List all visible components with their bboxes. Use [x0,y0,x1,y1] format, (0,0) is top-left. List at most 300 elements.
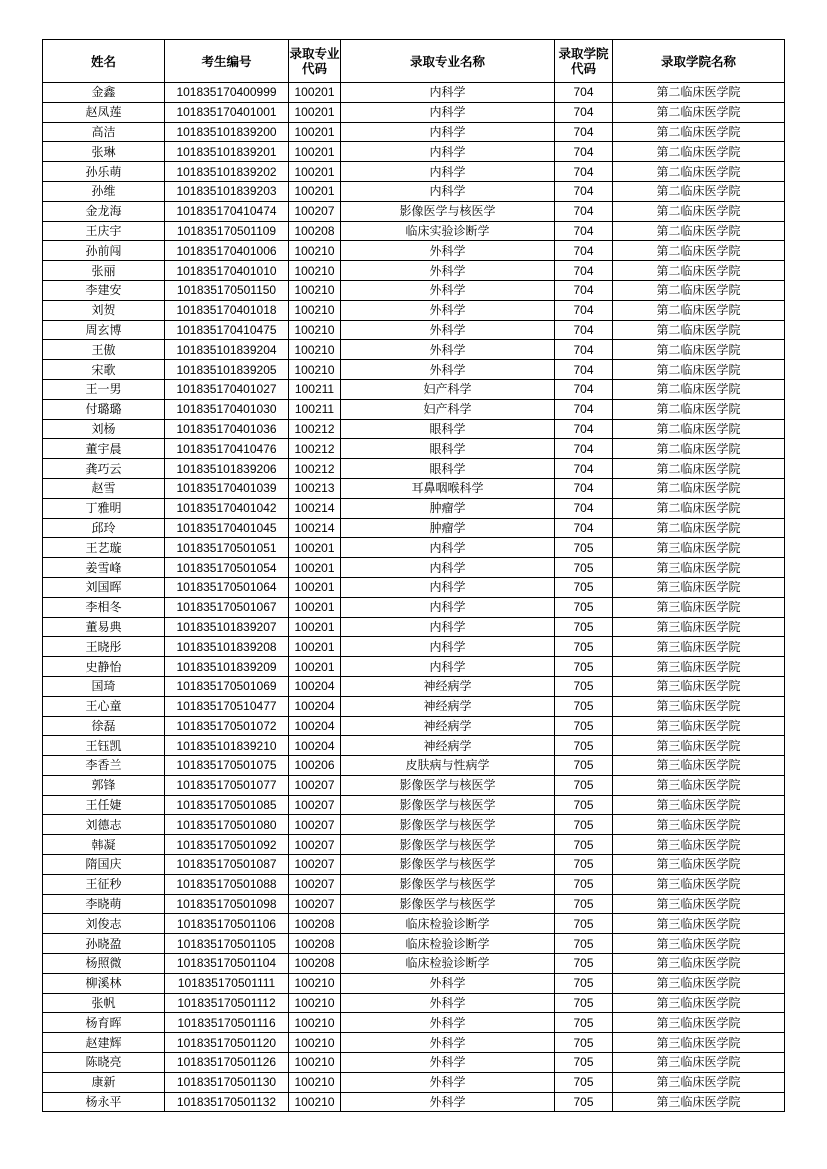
cell-name: 刘国晖 [43,577,165,597]
cell-major-name: 内科学 [341,558,555,578]
cell-major-code: 100201 [289,617,341,637]
cell-name: 孙前闯 [43,241,165,261]
table-row [43,657,785,677]
table-row [43,914,785,934]
cell-name: 王庆宇 [43,221,165,241]
cell-college-name: 第三临床医学院 [613,954,785,974]
cell-name: 赵建辉 [43,1033,165,1053]
cell-major-name: 内科学 [341,102,555,122]
cell-college-name: 第三临床医学院 [613,835,785,855]
cell-major-code: 100212 [289,459,341,479]
cell-major-name: 临床实验诊断学 [341,221,555,241]
cell-college-name: 第二临床医学院 [613,241,785,261]
cell-college-name: 第二临床医学院 [613,419,785,439]
cell-name: 丁雅明 [43,498,165,518]
cell-name: 董宇晨 [43,439,165,459]
cell-name: 康新 [43,1072,165,1092]
table-body [43,83,785,1112]
table-row [43,162,785,182]
cell-college-name: 第二临床医学院 [613,320,785,340]
cell-major-code: 100212 [289,439,341,459]
cell-exam-id: 101835170401042 [165,498,289,518]
cell-major-name: 外科学 [341,320,555,340]
cell-major-name: 内科学 [341,657,555,677]
table-row [43,716,785,736]
cell-college-code: 705 [555,736,613,756]
cell-major-code: 100210 [289,1033,341,1053]
cell-major-code: 100201 [289,577,341,597]
cell-college-name: 第二临床医学院 [613,360,785,380]
table-row [43,261,785,281]
table-row [43,835,785,855]
cell-major-code: 100210 [289,280,341,300]
cell-major-name: 内科学 [341,122,555,142]
cell-major-code: 100210 [289,300,341,320]
cell-college-code: 704 [555,162,613,182]
cell-exam-id: 101835170401045 [165,518,289,538]
table-row [43,518,785,538]
cell-major-name: 影像医学与核医学 [341,855,555,875]
cell-major-name: 眼科学 [341,459,555,479]
cell-college-name: 第二临床医学院 [613,221,785,241]
table-row [43,419,785,439]
cell-college-code: 704 [555,459,613,479]
table-row [43,1053,785,1073]
table-header-row [43,40,785,83]
cell-exam-id: 101835170501085 [165,795,289,815]
cell-major-code: 100204 [289,676,341,696]
cell-major-name: 妇产科学 [341,379,555,399]
cell-exam-id: 101835170501087 [165,855,289,875]
cell-major-code: 100208 [289,914,341,934]
cell-exam-id: 101835101839203 [165,181,289,201]
cell-major-code: 100212 [289,419,341,439]
cell-major-code: 100201 [289,122,341,142]
cell-college-name: 第三临床医学院 [613,1013,785,1033]
cell-major-name: 外科学 [341,241,555,261]
cell-college-name: 第三临床医学院 [613,597,785,617]
cell-college-code: 704 [555,399,613,419]
cell-major-code: 100208 [289,954,341,974]
table-row [43,954,785,974]
cell-name: 金鑫 [43,83,165,103]
table-row [43,181,785,201]
cell-name: 李建安 [43,280,165,300]
cell-college-name: 第二临床医学院 [613,478,785,498]
cell-college-code: 705 [555,835,613,855]
cell-exam-id: 101835170400999 [165,83,289,103]
table-row [43,142,785,162]
cell-name: 王心童 [43,696,165,716]
cell-college-name: 第二临床医学院 [613,340,785,360]
cell-exam-id: 101835170501106 [165,914,289,934]
cell-college-code: 705 [555,637,613,657]
cell-major-code: 100201 [289,102,341,122]
cell-name: 高洁 [43,122,165,142]
cell-exam-id: 101835101839205 [165,360,289,380]
cell-exam-id: 101835170501067 [165,597,289,617]
table-row [43,399,785,419]
cell-name: 史静怡 [43,657,165,677]
cell-college-name: 第二临床医学院 [613,162,785,182]
cell-college-name: 第二临床医学院 [613,102,785,122]
cell-college-name: 第三临床医学院 [613,1092,785,1112]
cell-name: 王一男 [43,379,165,399]
cell-major-name: 临床检验诊断学 [341,954,555,974]
cell-college-name: 第三临床医学院 [613,696,785,716]
cell-college-name: 第三临床医学院 [613,1033,785,1053]
cell-major-name: 内科学 [341,637,555,657]
cell-college-code: 704 [555,439,613,459]
cell-college-name: 第二临床医学院 [613,142,785,162]
cell-major-code: 100207 [289,815,341,835]
cell-college-name: 第二临床医学院 [613,201,785,221]
cell-major-name: 外科学 [341,1072,555,1092]
cell-name: 刘德志 [43,815,165,835]
cell-major-name: 内科学 [341,597,555,617]
header-major-name: 录取专业名称 [341,40,555,83]
cell-college-code: 705 [555,558,613,578]
cell-major-code: 100213 [289,478,341,498]
cell-major-code: 100204 [289,736,341,756]
table-row [43,855,785,875]
cell-college-code: 705 [555,1072,613,1092]
cell-name: 金龙海 [43,201,165,221]
cell-college-code: 704 [555,320,613,340]
table-row [43,637,785,657]
cell-college-name: 第三临床医学院 [613,558,785,578]
cell-major-name: 外科学 [341,340,555,360]
cell-name: 张帆 [43,993,165,1013]
cell-exam-id: 101835170401027 [165,379,289,399]
cell-college-code: 704 [555,300,613,320]
cell-exam-id: 101835101839208 [165,637,289,657]
table-row [43,558,785,578]
cell-major-code: 100210 [289,340,341,360]
cell-college-name: 第二临床医学院 [613,83,785,103]
cell-name: 王傲 [43,340,165,360]
cell-college-code: 705 [555,577,613,597]
cell-college-code: 705 [555,874,613,894]
cell-major-code: 100208 [289,934,341,954]
cell-college-code: 705 [555,1033,613,1053]
table-row [43,577,785,597]
cell-name: 赵凤莲 [43,102,165,122]
cell-name: 韩凝 [43,835,165,855]
cell-college-code: 705 [555,597,613,617]
cell-major-name: 耳鼻咽喉科学 [341,478,555,498]
cell-major-name: 肿瘤学 [341,518,555,538]
table-row [43,379,785,399]
cell-name: 杨永平 [43,1092,165,1112]
cell-name: 李相冬 [43,597,165,617]
cell-college-code: 705 [555,894,613,914]
cell-exam-id: 101835170501051 [165,538,289,558]
table-row [43,83,785,103]
cell-major-name: 外科学 [341,1053,555,1073]
cell-exam-id: 101835170410474 [165,201,289,221]
cell-name: 刘贺 [43,300,165,320]
cell-major-name: 影像医学与核医学 [341,835,555,855]
cell-exam-id: 101835101839209 [165,657,289,677]
cell-college-code: 704 [555,280,613,300]
header-exam-id: 考生编号 [165,40,289,83]
table-row [43,696,785,716]
cell-college-name: 第二临床医学院 [613,459,785,479]
table-row [43,478,785,498]
cell-major-name: 内科学 [341,142,555,162]
header-college-name: 录取学院名称 [613,40,785,83]
cell-major-code: 100207 [289,855,341,875]
cell-major-code: 100204 [289,696,341,716]
cell-exam-id: 101835101839206 [165,459,289,479]
table-row [43,538,785,558]
cell-college-name: 第三临床医学院 [613,1053,785,1073]
cell-exam-id: 101835170501092 [165,835,289,855]
cell-major-name: 影像医学与核医学 [341,874,555,894]
header-college-code: 录取学院代码 [555,40,613,83]
cell-college-code: 705 [555,676,613,696]
cell-college-code: 704 [555,201,613,221]
cell-college-name: 第三临床医学院 [613,874,785,894]
cell-name: 孙晓盈 [43,934,165,954]
cell-exam-id: 101835170401001 [165,102,289,122]
cell-major-code: 100210 [289,261,341,281]
cell-major-name: 外科学 [341,261,555,281]
cell-major-name: 内科学 [341,538,555,558]
table-row [43,756,785,776]
cell-name: 柳溪林 [43,973,165,993]
cell-exam-id: 101835170501132 [165,1092,289,1112]
cell-college-code: 704 [555,518,613,538]
cell-name: 刘俊志 [43,914,165,934]
cell-major-code: 100201 [289,597,341,617]
table-row [43,934,785,954]
table-row [43,201,785,221]
table-row [43,300,785,320]
cell-major-name: 影像医学与核医学 [341,201,555,221]
cell-major-name: 神经病学 [341,716,555,736]
cell-name: 董易典 [43,617,165,637]
table-row [43,241,785,261]
cell-college-code: 704 [555,360,613,380]
cell-major-code: 100210 [289,993,341,1013]
table-row [43,340,785,360]
cell-major-name: 肿瘤学 [341,498,555,518]
cell-major-code: 100210 [289,973,341,993]
cell-college-code: 705 [555,657,613,677]
cell-college-name: 第二临床医学院 [613,280,785,300]
cell-college-name: 第三临床医学院 [613,914,785,934]
cell-exam-id: 101835170501075 [165,756,289,776]
cell-major-name: 外科学 [341,993,555,1013]
cell-major-code: 100211 [289,379,341,399]
cell-exam-id: 101835101839207 [165,617,289,637]
cell-college-name: 第三临床医学院 [613,716,785,736]
cell-college-code: 704 [555,122,613,142]
cell-college-name: 第二临床医学院 [613,498,785,518]
cell-name: 王艺璇 [43,538,165,558]
cell-college-name: 第二临床医学院 [613,300,785,320]
cell-name: 姜雪峰 [43,558,165,578]
cell-major-name: 内科学 [341,83,555,103]
cell-exam-id: 101835170501098 [165,894,289,914]
cell-college-code: 704 [555,102,613,122]
cell-name: 陈晓亮 [43,1053,165,1073]
cell-college-code: 704 [555,241,613,261]
cell-name: 龚巧云 [43,459,165,479]
cell-college-name: 第三临床医学院 [613,1072,785,1092]
table-row [43,439,785,459]
cell-major-code: 100201 [289,181,341,201]
cell-major-name: 内科学 [341,162,555,182]
cell-college-name: 第三临床医学院 [613,538,785,558]
cell-name: 杨育晖 [43,1013,165,1033]
cell-exam-id: 101835170501054 [165,558,289,578]
cell-major-code: 100207 [289,894,341,914]
cell-major-name: 外科学 [341,973,555,993]
cell-college-code: 705 [555,815,613,835]
cell-college-code: 704 [555,478,613,498]
cell-major-code: 100201 [289,558,341,578]
cell-name: 王征秒 [43,874,165,894]
cell-major-code: 100207 [289,835,341,855]
table-row [43,736,785,756]
cell-college-code: 704 [555,498,613,518]
table-row [43,993,785,1013]
cell-exam-id: 101835101839204 [165,340,289,360]
table-row [43,1033,785,1053]
cell-college-code: 704 [555,221,613,241]
cell-exam-id: 101835170501064 [165,577,289,597]
cell-exam-id: 101835170401039 [165,478,289,498]
cell-college-code: 704 [555,379,613,399]
cell-college-name: 第二临床医学院 [613,379,785,399]
table-row [43,676,785,696]
cell-major-name: 外科学 [341,1013,555,1033]
cell-name: 隋国庆 [43,855,165,875]
table-row [43,1072,785,1092]
cell-exam-id: 101835170401036 [165,419,289,439]
cell-college-name: 第二临床医学院 [613,399,785,419]
header-major-code: 录取专业代码 [289,40,341,83]
cell-name: 杨照微 [43,954,165,974]
cell-exam-id: 101835170501088 [165,874,289,894]
table-row [43,1013,785,1033]
cell-exam-id: 101835170501077 [165,775,289,795]
cell-exam-id: 101835170401030 [165,399,289,419]
table-row [43,459,785,479]
cell-major-code: 100201 [289,162,341,182]
cell-name: 张丽 [43,261,165,281]
cell-exam-id: 101835101839200 [165,122,289,142]
cell-major-name: 内科学 [341,617,555,637]
cell-name: 邱玲 [43,518,165,538]
cell-college-name: 第三临床医学院 [613,855,785,875]
cell-name: 宋歌 [43,360,165,380]
cell-college-name: 第二临床医学院 [613,261,785,281]
cell-college-name: 第三临床医学院 [613,756,785,776]
cell-college-code: 705 [555,617,613,637]
cell-college-code: 705 [555,775,613,795]
cell-college-name: 第二临床医学院 [613,181,785,201]
table-row [43,280,785,300]
cell-name: 王晓彤 [43,637,165,657]
cell-exam-id: 101835170501150 [165,280,289,300]
cell-college-name: 第三临床医学院 [613,815,785,835]
admission-table [42,39,785,1112]
cell-exam-id: 101835170510477 [165,696,289,716]
cell-major-name: 内科学 [341,181,555,201]
table-row [43,122,785,142]
cell-college-code: 704 [555,142,613,162]
cell-exam-id: 101835170401018 [165,300,289,320]
cell-exam-id: 101835170501105 [165,934,289,954]
cell-college-code: 705 [555,973,613,993]
table-row [43,795,785,815]
cell-exam-id: 101835170501116 [165,1013,289,1033]
cell-major-code: 100210 [289,1013,341,1033]
cell-college-code: 704 [555,419,613,439]
table-row [43,894,785,914]
cell-name: 李香兰 [43,756,165,776]
cell-major-code: 100201 [289,83,341,103]
cell-name: 国琦 [43,676,165,696]
cell-major-name: 影像医学与核医学 [341,815,555,835]
cell-major-code: 100207 [289,201,341,221]
cell-major-name: 临床检验诊断学 [341,934,555,954]
cell-major-name: 皮肤病与性病学 [341,756,555,776]
cell-college-code: 705 [555,795,613,815]
table-row [43,221,785,241]
cell-college-code: 705 [555,855,613,875]
cell-major-code: 100210 [289,1092,341,1112]
cell-college-name: 第三临床医学院 [613,775,785,795]
cell-college-name: 第三临床医学院 [613,795,785,815]
cell-major-code: 100210 [289,1072,341,1092]
cell-college-code: 705 [555,1053,613,1073]
cell-name: 周玄博 [43,320,165,340]
cell-college-name: 第三临床医学院 [613,934,785,954]
cell-college-name: 第三临床医学院 [613,676,785,696]
cell-college-code: 705 [555,696,613,716]
cell-major-name: 影像医学与核医学 [341,775,555,795]
cell-exam-id: 101835170501109 [165,221,289,241]
cell-exam-id: 101835170501104 [165,954,289,974]
cell-name: 赵雪 [43,478,165,498]
cell-exam-id: 101835170501130 [165,1072,289,1092]
table-row [43,973,785,993]
cell-college-code: 705 [555,993,613,1013]
cell-major-name: 妇产科学 [341,399,555,419]
cell-exam-id: 101835170410476 [165,439,289,459]
cell-major-code: 100211 [289,399,341,419]
cell-college-name: 第三临床医学院 [613,657,785,677]
cell-major-code: 100210 [289,320,341,340]
cell-major-code: 100208 [289,221,341,241]
cell-major-code: 100210 [289,1053,341,1073]
cell-major-code: 100204 [289,716,341,736]
cell-major-name: 神经病学 [341,736,555,756]
cell-major-name: 眼科学 [341,419,555,439]
cell-college-name: 第三临床医学院 [613,577,785,597]
cell-major-code: 100207 [289,874,341,894]
table-row [43,102,785,122]
cell-exam-id: 101835170501072 [165,716,289,736]
cell-name: 张琳 [43,142,165,162]
cell-college-name: 第三临床医学院 [613,637,785,657]
cell-major-code: 100214 [289,498,341,518]
